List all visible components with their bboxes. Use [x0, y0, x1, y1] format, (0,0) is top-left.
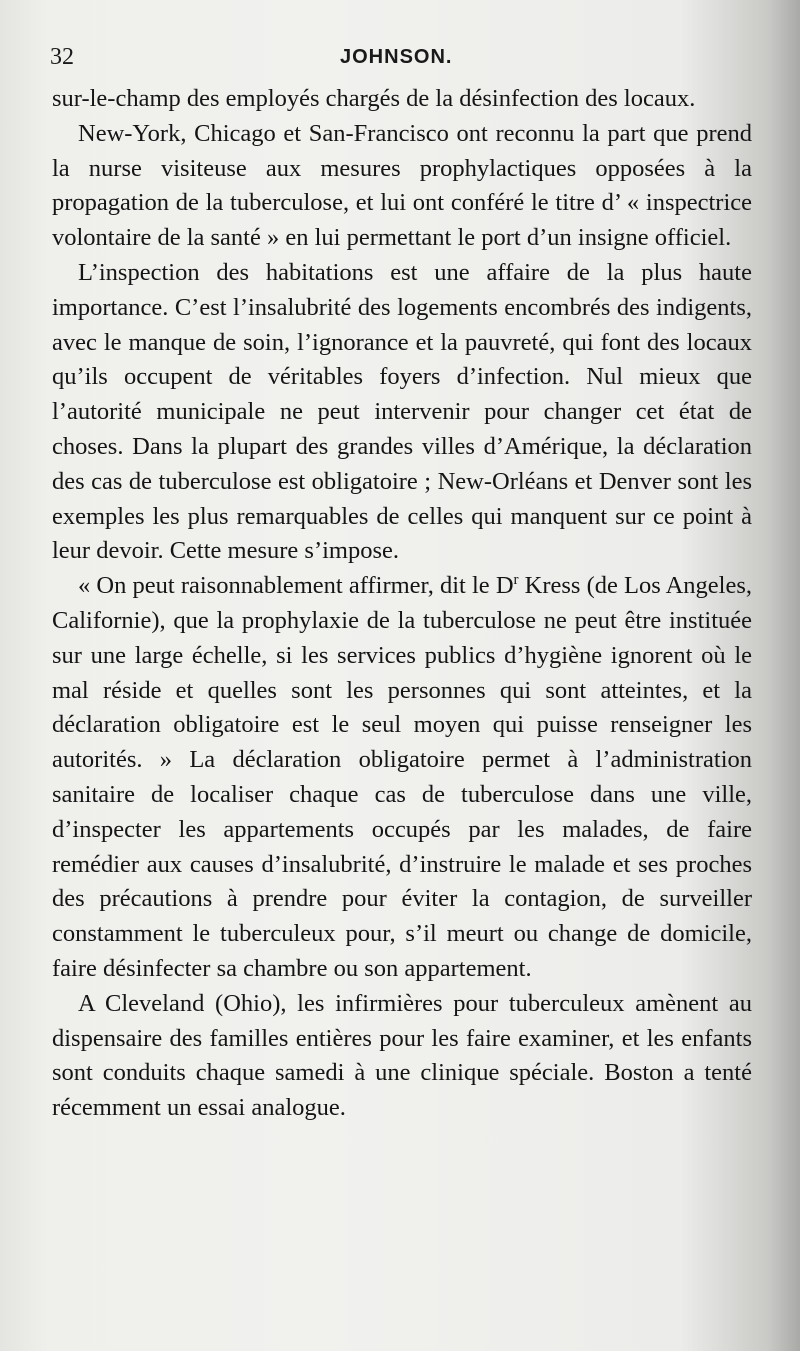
- paragraph-2: New-York, Chicago et San-Francisco ont reconnu la part que prend la nurse visiteuse aux mesures prophylactiques opposées à la propagation de la tuberculose, et lui ont conféré le titre d’ « inspectrice volontaire de la santé » en lui permettant le port d’un insigne officiel.: [52, 119, 752, 252]
- body-text: [52, 82, 752, 1126]
- paragraph-4: [52, 569, 752, 987]
- paragraph-5: A Cleveland (Ohio), les infirmières pour tuberculeux amènent au dispensaire des familles entières pour les faire examiner, et les enfants sont conduits chaque samedi à une clinique spéciale. Boston a tenté récemment un essai analogue.: [52, 989, 752, 1122]
- paragraph-4-end: Kress (de Los Angeles, Californie), que la prophylaxie de la tuberculose ne peut être instituée sur une large échelle, si les services publics d’hygiène ignorent où le mal réside et quelles sont les personnes qui sont atteintes, et la déclaration obligatoire est le seul moyen qui puisse renseigner les autorités. » La déclaration obligatoire permet à l’administration sanitaire de localiser chaque cas de tuberculose dans une ville, d’inspecter les appartements occupés par les malades, de faire remédier aux causes d’insalubrité, d’instruire le malade et ses proches des précautions à prendre pour éviter la contagion, de surveiller constamment le tuberculeux pour, s’il meurt ou change de domicile, faire désinfecter sa chambre ou son appartement.: [52, 572, 752, 982]
- page-number: 32: [50, 44, 74, 70]
- paragraph-4-start: « On peut raisonnablement affirmer, dit le D: [78, 572, 514, 600]
- paragraph-1: sur-le-champ des employés chargés de la désinfection des locaux.: [52, 85, 696, 112]
- running-head: JOHNSON.: [340, 46, 453, 68]
- paragraph-3: L’inspection des habitations est une affaire de la plus haute importance. C’est l’insalubrité des logements encombrés des indigents, avec le manque de soin, l’ignorance et la pauvreté, qui font des locaux qu’ils occupent de véritables foyers d’infection. Nul mieux que l’autorité municipale ne peut intervenir pour changer cet état de choses. Dans la plupart des grandes villes d’Amérique, la déclaration des cas de tuberculose est obligatoire ; New-Orléans et Denver sont les exemples les plus remarquables de celles qui manquent sur ce point à leur devoir. Cette mesure s’impose.: [52, 258, 752, 565]
- superscript-r: r: [513, 572, 519, 589]
- page-header: [50, 44, 750, 76]
